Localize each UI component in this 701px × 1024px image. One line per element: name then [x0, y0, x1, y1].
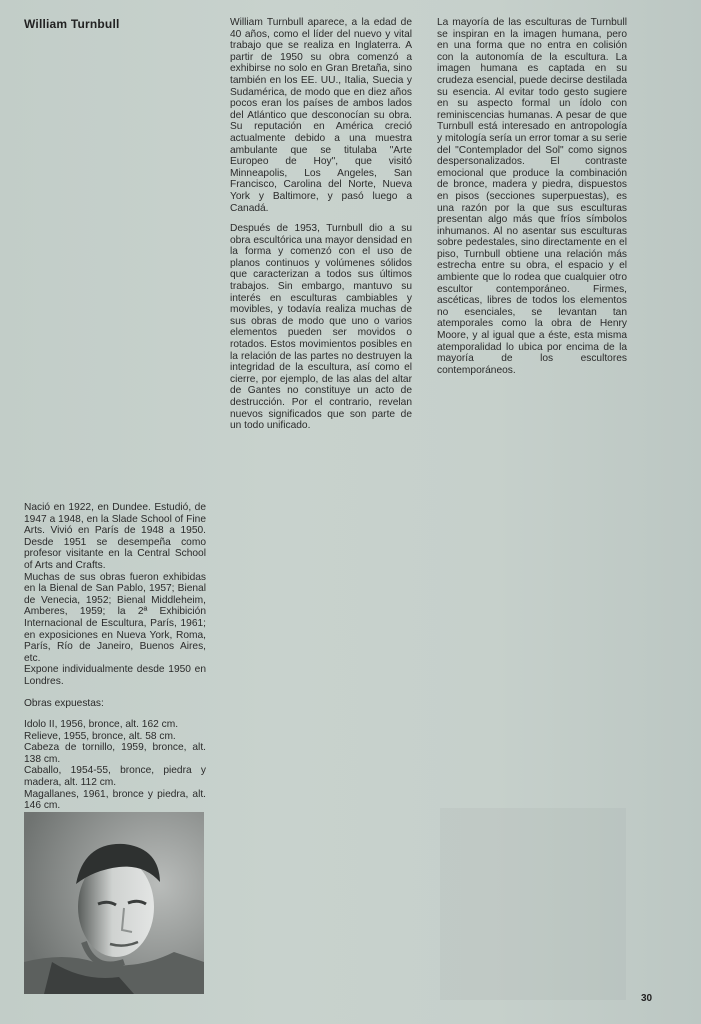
essay-paragraph: La mayoría de las esculturas de Turnbull se inspiran en la imagen humana, pero en una forma que no entra en colisión con la autonomía de la escultura. La imagen humana es captada en su crudeza esencial, puede decirse destilada su esencia. Al evitar todo gesto sugiere en su aspecto formal un ídolo con reminiscencias humanas. A pesar de que Turnbull está interesado en antropología y mitología sería un error tomar a su serie del "Contemplador del Sol" como signos despersonalizados. El contraste emocional que produce la combinación de bronce, madera y piedra, dispuestos en pisos (secciones superpuestas), es una razón por la que sus esculturas presentan algo más que fríos símbolos inhumanos. Al no asentar sus esculturas sobre pedestales, sino directamente en el piso, Turnbull obtiene una relación más estrecha entre su obra, el espacio y el ambiente que lo rodea que cualquier otro escultor contemporáneo. Firmes, ascéticas, libres de todos los elementos no esenciales, se levantan tan atemporales como la obra de Henry Moore, y al igual que a éste, esta misma atemporalidad lo ubica por encima de la mayoría de los escultores contemporáneos.	[437, 17, 627, 376]
page-number: 30	[641, 993, 653, 1004]
faded-image-area	[440, 808, 626, 1000]
essay-paragraph: William Turnbull aparece, a la edad de 40 años, como el líder del nuevo y vital trabajo que se realiza en Inglaterra. A partir de 1950 su obra comenzó a exhibirse no solo en Gran Bretaña, sino también en los EE. UU., Italia, Suecia y Sudamérica, de modo que en diez años pocos eran los países de ambos lados del Atlántico que desconocían su obra. Su reputación en América creció actualmente debido a una muestra ambulante que se titulaba "Arte Europeo de Hoy", que visitó Minneapolis, Los Angeles, San Francisco, Carolina del Norte, Nueva York y Baltimore, y pasó luego a Canadá.	[230, 17, 412, 214]
artist-biography	[24, 502, 206, 812]
artist-name-heading: William Turnbull	[24, 17, 120, 31]
artist-portrait-photo	[24, 812, 204, 994]
essay-column-left	[230, 17, 412, 441]
essay-column-right	[437, 17, 627, 385]
works-item: Relieve, 1955, bronce, alt. 58 cm.	[24, 730, 176, 742]
biography-text: Nació en 1922, en Dundee. Estudió, de 1947 a 1948, en la Slade School of Fine Arts. Vivió en París de 1948 a 1950. Desde 1951 se desempeña como profesor visitante en la Central School of Arts and Crafts. Muchas de sus obras fueron exhibidas en la Bienal de San Pablo, 1957; Bienal de Venecia, 1952; Bienal Middleheim, Amberes, 1959; la 2ª Exhibición Internacional de Escultura, París, 1961; en exposiciones en Nueva York, Roma, París, Río de Janeiro, Buenos Aires, etc. Expone individualmente desde 1950 en Londres.	[24, 502, 206, 687]
works-item: Idolo II, 1956, bronce, alt. 162 cm.	[24, 719, 179, 731]
works-heading: Obras expuestas:	[24, 697, 104, 709]
works-item: Magallanes, 1961, bronce y piedra, alt. 146 cm.	[24, 788, 206, 812]
works-item: Cabeza de tornillo, 1959, bronce, alt. 138 cm.	[24, 742, 206, 765]
works-item: Caballo, 1954-55, bronce, piedra y madera, alt. 112 cm.	[24, 765, 206, 789]
essay-paragraph: Después de 1953, Turnbull dio a su obra escultórica una mayor densidad en la forma y comenzó con el uso de planos continuos y volúmenes sólidos que caracterizan a todos sus últimos trabajos. Sin embargo, mantuvo su interés en esculturas cambiables y movibles, y todavía realiza muchas de sus obras de modo que uno o varios elementos pueden ser movidos o rotados. Estos movimientos posibles en la relación de las partes no destruyen la integridad de la escultura, así como el cierre, por ejemplo, de las alas del altar de Gantes no constituye un acto de destrucción. Por el contrario, revelan nuevos significados que son parte de un todo unificado.	[230, 223, 412, 432]
